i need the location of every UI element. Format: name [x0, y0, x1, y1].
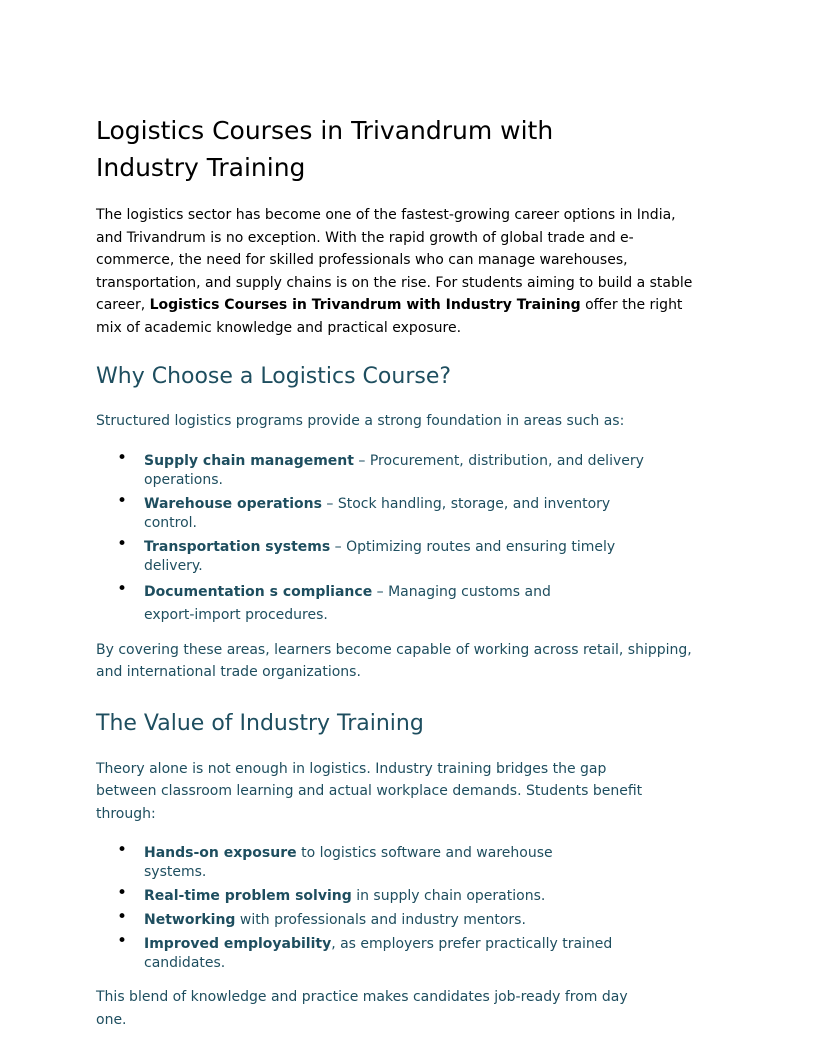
- list-item-text: – Stock handling, storage, and inventory control.: [144, 495, 611, 531]
- intro-paragraph: [96, 204, 701, 339]
- list-item-bold: Transportation systems: [144, 538, 331, 555]
- list-item-text: – Procurement, distribution, and delivery operations.: [144, 452, 644, 488]
- list-item-bold: Supply chain management: [144, 452, 354, 469]
- list-item: [144, 911, 614, 930]
- list-item-bold: Warehouse operations: [144, 495, 322, 512]
- list-item-text: , as employers prefer practically trained candidates.: [144, 936, 613, 971]
- page-title: [96, 112, 716, 186]
- intro-text-after: offer the right mix of academic knowledge and practical exposure.: [96, 297, 683, 336]
- list-item-bold: Documentation s compliance: [144, 583, 373, 600]
- section2-lead: Theory alone is not enough in logistics. Industry training bridges the gap between classroom learning and actual workplace demands. Students benefit through:: [96, 760, 643, 822]
- section2-closing: This blend of knowledge and practice makes candidates job-ready from day one.: [96, 989, 628, 1028]
- list-item-text: – Optimizing routes and ensuring timely delivery.: [144, 538, 616, 574]
- page-title-line-2: Industry Training: [96, 153, 306, 182]
- list-item: [144, 452, 644, 490]
- list-item-bold: Real-time problem solving: [144, 888, 352, 904]
- list-item-text: with professionals and industry mentors.: [235, 912, 526, 928]
- section1-list: [96, 452, 644, 627]
- section-heading-industry-training: The Value of Industry Training: [96, 710, 424, 736]
- list-item-bold: Hands-on exposure: [144, 845, 297, 861]
- list-item-text: – Managing customs and export-import procedures.: [144, 583, 551, 623]
- intro-bold-text: Logistics Courses in Trivandrum with Industry Training: [149, 297, 581, 313]
- list-item-text: in supply chain operations.: [351, 888, 546, 904]
- list-item: [144, 887, 614, 906]
- list-item-bold: Networking: [144, 912, 236, 928]
- section1-closing: By covering these areas, learners become capable of working across retail, shipping, and international trade organizations.: [96, 641, 692, 680]
- section1-lead: Structured logistics programs provide a strong foundation in areas such as:: [96, 413, 625, 429]
- list-item: [144, 495, 644, 533]
- page-title-line-1: Logistics Courses in Trivandrum with: [96, 116, 554, 145]
- list-item: [144, 581, 604, 627]
- list-item: [144, 935, 614, 973]
- section-heading-why-choose: Why Choose a Logistics Course?: [96, 364, 452, 389]
- list-item: [144, 844, 614, 882]
- list-item-text: to logistics software and warehouse systems.: [144, 845, 553, 880]
- list-item: [144, 538, 644, 576]
- intro-text-before: The logistics sector has become one of the fastest-growing career options in India, and Trivandrum is no exception. With the rapid growth of global trade and e-commerce, the need for skilled professionals who can manage warehouses, transportation, and supply chains is on the rise. For students aiming to build a stable career,: [96, 207, 693, 313]
- section2-list: [96, 844, 614, 973]
- document-page: [96, 112, 716, 1031]
- list-item-bold: Improved employability: [144, 936, 332, 952]
